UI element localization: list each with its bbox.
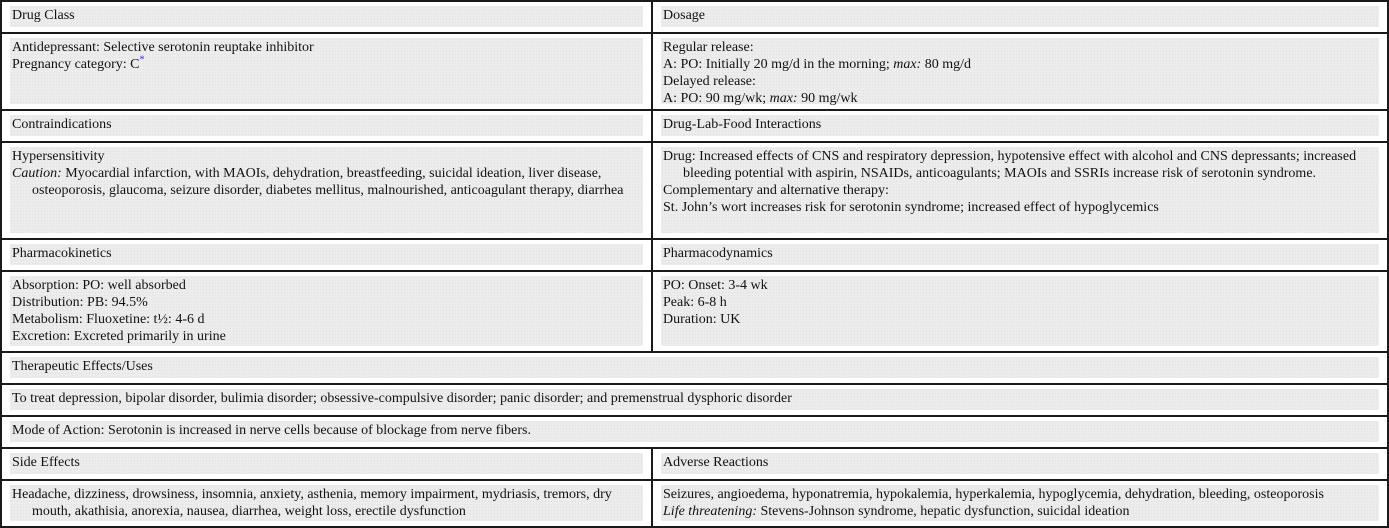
pregnancy-category (12, 56, 641, 73)
adverse-reactions-header: Adverse Reactions (661, 453, 1379, 474)
header-row-pk-pd (1, 239, 1388, 271)
drug-interactions-text: Drug: Increased effects of CNS and respiratory depression, hypotensive effect with alcohol and CNS depressants; increased bleeding potential with aspirin, NSAIDs, anticoagulants; MAOIs and SSRIs increase risk of serotonin syndrome. (663, 149, 1357, 181)
distribution-text: Distribution: PB: 94.5% (12, 295, 148, 310)
interactions-cell (652, 142, 1388, 239)
hypersensitivity-text: Hypersensitivity (12, 149, 105, 164)
caution-list: Myocardial infarction, with MAOIs, dehydration, breastfeeding, suicidal ideation, liver disease, osteoporosis, glaucoma, seizure disorder, diabetes mellitus, malnourished, anticoagulant therapy, diarrhea (32, 166, 624, 198)
mode-of-action-cell (1, 416, 1388, 448)
absorption-text: Absorption: PO: well absorbed (12, 278, 186, 293)
content-row-therapeutic (1, 384, 1388, 416)
drug-class-header: Drug Class (10, 6, 643, 27)
life-threatening-list: Stevens-Johnson syndrome, hepatic dysfunction, suicidal ideation (756, 504, 1130, 519)
life-threatening-text (663, 503, 1377, 520)
header-row-class-dosage (1, 1, 1388, 33)
header-row-side-adverse (1, 448, 1388, 480)
interactions-header: Drug-Lab-Food Interactions (661, 115, 1379, 136)
regular-release-label: Regular release: (663, 40, 754, 55)
content-row-class-dosage (1, 33, 1388, 110)
peak-text: Peak: 6-8 h (663, 295, 727, 310)
side-effects-cell (1, 480, 652, 527)
drug-class-cell (1, 33, 652, 110)
pharmacokinetics-cell (1, 271, 652, 352)
content-row-mode-of-action (1, 416, 1388, 448)
adverse-reactions-cell (652, 480, 1388, 527)
contraindications-header: Contraindications (10, 115, 643, 136)
pharmacodynamics-header: Pharmacodynamics (661, 244, 1379, 265)
pharmacodynamics-header-cell (652, 239, 1388, 271)
duration-text: Duration: UK (663, 312, 741, 327)
delayed-release-label: Delayed release: (663, 74, 756, 89)
life-threatening-label: Life threatening: (663, 504, 757, 519)
regular-max-value: 80 mg/d (921, 57, 972, 72)
drug-class-text: Antidepressant: Selective serotonin reuptake inhibitor (12, 40, 314, 55)
complementary-therapy-text: St. John’s wort increases risk for serotonin syndrome; increased effect of hypoglycemics (663, 200, 1159, 215)
caution-text (12, 165, 641, 199)
dosage-header: Dosage (661, 6, 1379, 27)
therapeutic-header: Therapeutic Effects/Uses (10, 357, 1379, 378)
drug-class-header-cell (1, 1, 652, 33)
interactions-header-cell (652, 110, 1388, 142)
pregnancy-category-text: Pregnancy category: C (12, 57, 140, 72)
therapeutic-header-cell (1, 352, 1388, 384)
content-row-pk-pd (1, 271, 1388, 352)
excretion-text: Excretion: Excreted primarily in urine (12, 329, 226, 344)
delayed-max-value: 90 mg/wk (797, 91, 858, 106)
dosage-header-cell (652, 1, 1388, 33)
therapeutic-cell (1, 384, 1388, 416)
content-row-contra-interactions (1, 142, 1388, 239)
side-effects-text: Headache, dizziness, drowsiness, insomnia, anxiety, asthenia, memory impairment, mydriasis, tremors, dry mouth, akathisia, anorexia, nausea, diarrhea, weight loss, erectile dysfunction (12, 487, 612, 519)
header-row-contra-interactions (1, 110, 1388, 142)
delayed-release-dose (663, 90, 1377, 107)
dosage-cell (652, 33, 1388, 110)
delayed-max-label: max: (769, 91, 798, 106)
pharmacokinetics-header: Pharmacokinetics (10, 244, 643, 265)
header-row-therapeutic (1, 352, 1388, 384)
regular-max-label: max: (893, 57, 922, 72)
complementary-therapy-label: Complementary and alternative therapy: (663, 183, 889, 198)
contraindications-cell (1, 142, 652, 239)
adverse-reactions-text: Seizures, angioedema, hyponatremia, hypokalemia, hyperkalemia, hypoglycemia, dehydration, bleeding, osteoporosis (663, 487, 1324, 502)
regular-release-dose (663, 56, 1377, 73)
onset-text: PO: Onset: 3-4 wk (663, 278, 768, 293)
pharmacodynamics-cell (652, 271, 1388, 352)
delayed-dose-text: A: PO: 90 mg/wk; (663, 91, 770, 106)
caution-label: Caution: (12, 166, 62, 181)
therapeutic-text: To treat depression, bipolar disorder, bulimia disorder; obsessive-compulsive disorder; panic disorder; and premenstrual dysphoric disorder (10, 389, 1379, 410)
pharmacokinetics-header-cell (1, 239, 652, 271)
mode-of-action-text: Mode of Action: Serotonin is increased in nerve cells because of blockage from nerve fibers. (10, 421, 1379, 442)
pregnancy-marker-icon: * (139, 54, 145, 66)
side-effects-header: Side Effects (10, 453, 643, 474)
content-row-side-adverse (1, 480, 1388, 527)
side-effects-header-cell (1, 448, 652, 480)
metabolism-text: Metabolism: Fluoxetine: t½: 4-6 d (12, 312, 205, 327)
contraindications-header-cell (1, 110, 652, 142)
adverse-reactions-header-cell (652, 448, 1388, 480)
regular-dose-text: A: PO: Initially 20 mg/d in the morning; (663, 57, 894, 72)
